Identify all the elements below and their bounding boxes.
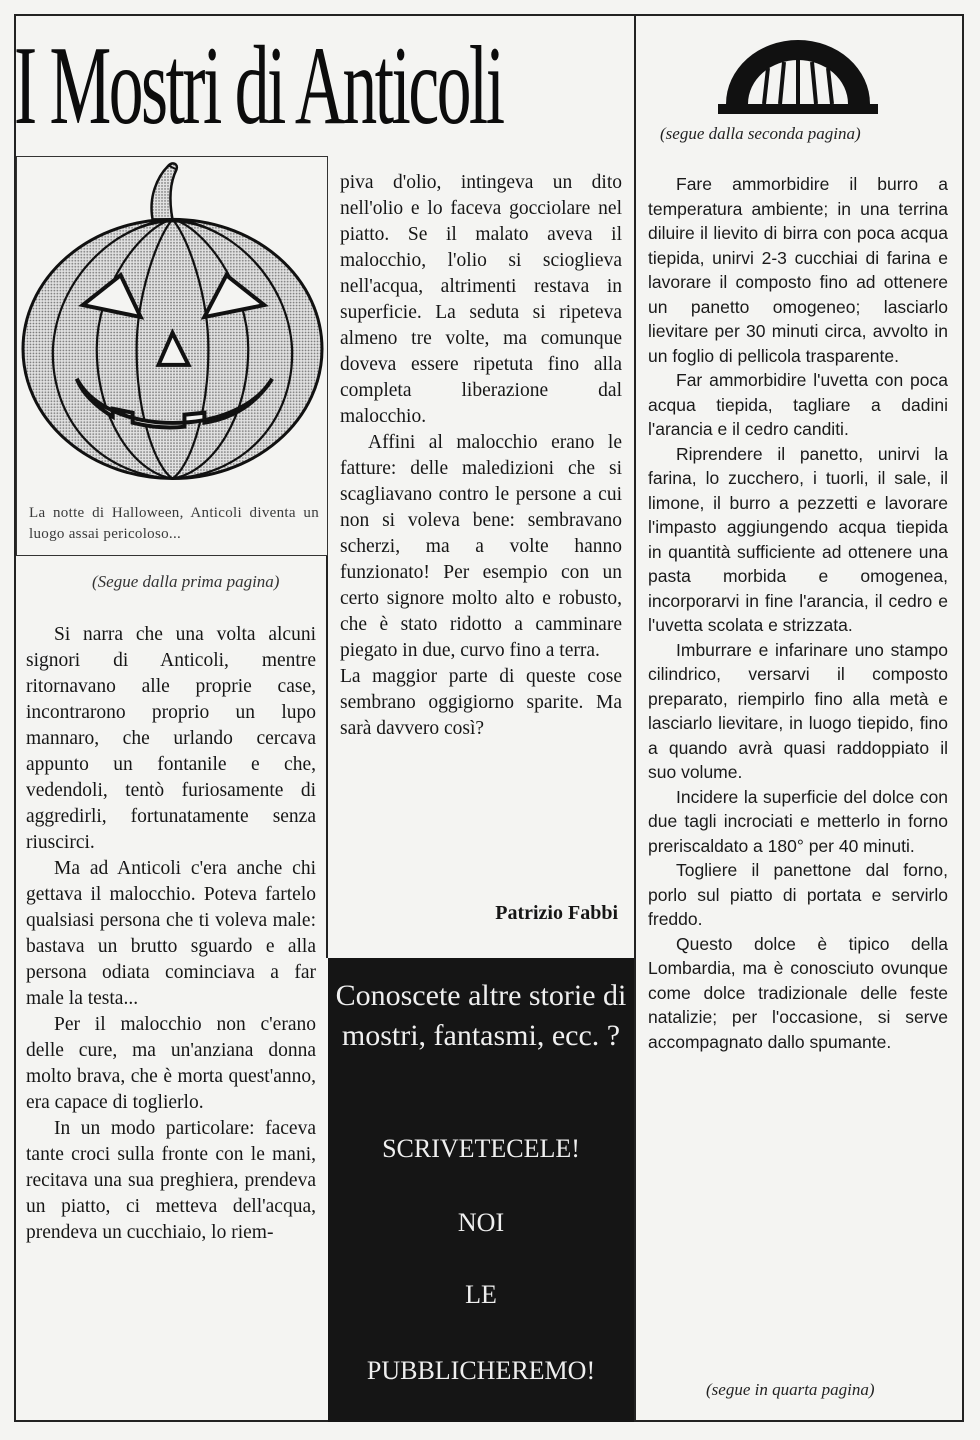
- paragraph: Questo dolce è tipico della Lombardia, ma è conosciuto ovunque come dolce tradizionale delle feste natalizie; per l'occasione, si serve accompagnato dallo spumante.: [648, 933, 948, 1052]
- column-divider-2: [634, 14, 636, 1422]
- paragraph: piva d'olio, intingeva un dito nell'olio e lo faceva gocciolare nel piatto. Se il malato aveva il malocchio, l'olio si scioglieva nell'acqua, altrimenti restava in superficie. La seduta si ripeteva almeno tre volte, ma comunque doveva essere ripetuta fino alla completa liberazione dal malocchio.: [340, 172, 622, 427]
- recipe-column: [648, 172, 948, 1054]
- paragraph: Far ammorbidire l'uvetta con poca acqua tiepida, tagliare a dadini l'arancia e il cedro canditi.: [648, 370, 948, 439]
- article-column-1: [26, 622, 316, 1246]
- page-title: I Mostri di Anticoli: [14, 24, 503, 148]
- cta-line: NOI: [457, 1208, 505, 1237]
- pumpkin-illustration-box: [16, 156, 328, 556]
- continues-to-note: (segue in quarta pagina): [706, 1380, 875, 1399]
- cta-headline: Conoscete altre storie di mostri, fantasmi, ecc. ?: [335, 979, 627, 1052]
- cta-line: LE: [465, 1280, 497, 1309]
- continued-from-note: (segue dalla seconda pagina): [660, 124, 861, 143]
- image-caption: La notte di Halloween, Anticoli diventa un luogo assai pericoloso...: [29, 505, 319, 542]
- paragraph: Ma ad Anticoli c'era anche chi gettava il malocchio. Poteva fartelo qualsiasi persona che ti voleva male: bastava un brutto sguardo e alla persona odiata cominciava a far male la testa...: [26, 858, 316, 1009]
- pumpkin-illustration: [17, 157, 326, 497]
- paragraph: Togliere il panettone dal forno, porlo sul piatto di portata e servirlo freddo.: [648, 860, 948, 929]
- paragraph: Si narra che una volta alcuni signori di Anticoli, mentre ritornavano alle proprie case, incontrarono proprio un lupo mannaro, che urlando cercava appunto un fontanile e che, vedendoli, tentò furiosamente di aggredirli, fortunatamente senza riuscirci.: [26, 624, 316, 853]
- continued-from-note: (Segue dalla prima pagina): [92, 572, 280, 591]
- call-to-action-box: [328, 958, 634, 1422]
- paragraph: Affini al malocchio erano le fatture: delle maledizioni che si scagliavano contro le persone a cui non si voleva bene: sembravano scherzi, ma a volte hanno funzionato! Per esempio con un certo signore molto alto e robusto, che è stato ridotto a camminare piegato in due, curvo fino a terra.: [340, 432, 622, 661]
- paragraph: La maggior parte di queste cose sembrano oggigiorno sparite. Ma sarà davvero così?: [340, 666, 622, 739]
- cta-line: PUBBLICHEREMO!: [366, 1356, 596, 1385]
- paragraph: Per il malocchio non c'erano delle cure, ma un'anziana donna molto brava, che è morta quest'anno, era capace di toglierlo.: [26, 1014, 316, 1113]
- paragraph: In un modo particolare: faceva tante croci sulla fronte con le mani, recitava una sua preghiera, prendeva un piatto, ci metteva dell'acqua, prendeva un cucchiaio, lo riem-: [26, 1118, 316, 1243]
- author-signature: Patrizio Fabbi: [495, 902, 618, 924]
- cta-line: SCRIVETECELE!: [382, 1134, 580, 1163]
- paragraph: Imburrare e infarinare uno stampo cilindrico, versarvi il composto preparato, riempirlo fino alla metà e lasciarlo lievitare, in luogo tiepido, fino a quando avrà quasi raddoppiato il suo volume.: [648, 639, 948, 782]
- article-column-2: [340, 170, 622, 742]
- paragraph: Riprendere il panetto, unirvi la farina, lo zucchero, i tuorli, il sale, il limone, il burro a pezzetti e lavorare l'impasto aggiungendo acqua tiepida in quantità sufficiente ad ottenere una pasta morbida e omogenea, incorporarvi in fine l'arancia, il cedro e l'uvetta scolata e strizzata.: [648, 443, 948, 635]
- il-piccettario-logo: [708, 24, 888, 124]
- paragraph: Incidere la superficie del dolce con due tagli incrociati e metterlo in forno preriscaldato a 180° per 40 minuti.: [648, 786, 948, 856]
- paragraph: Fare ammorbidire il burro a temperatura ambiente; in una terrina diluire il lievito di birra con poca acqua tiepida, unirvi 2-3 cucchiai di farina e lavorare il composto fino ad ottenere un panetto omogeneo; lasciarlo lievitare per 30 minuti circa, avvolto in un foglio di pellicola trasparente.: [648, 174, 948, 366]
